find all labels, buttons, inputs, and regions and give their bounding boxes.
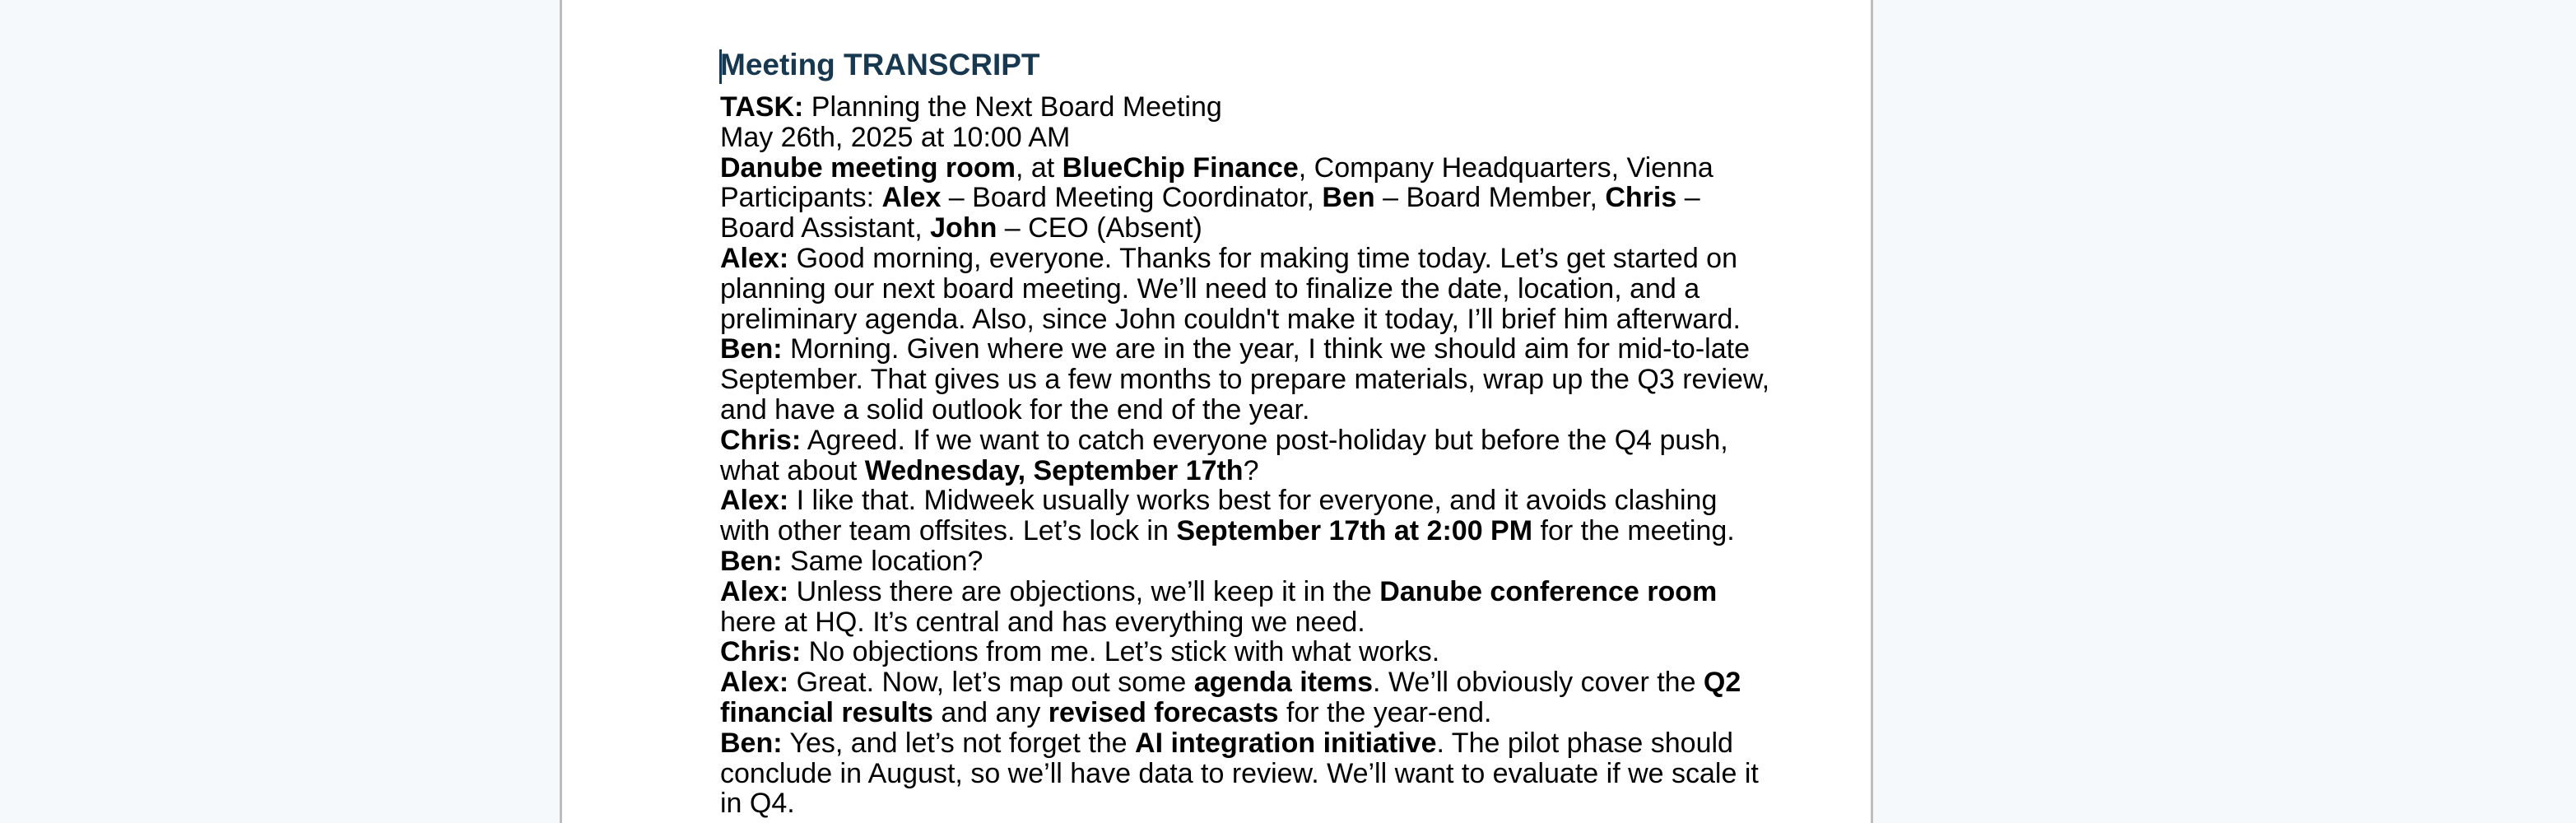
bold-text: Q2 xyxy=(1703,667,1741,699)
text: what about xyxy=(720,454,865,486)
bold-text: Alex: xyxy=(720,242,789,274)
transcript-line xyxy=(720,788,1769,819)
transcript-line xyxy=(720,213,1769,244)
transcript-line xyxy=(720,123,1769,153)
bold-text: financial results xyxy=(720,696,933,728)
text: I like that. Midweek usually works best for everyone, and it avoids clashing xyxy=(788,485,1718,517)
text: Great. Now, let’s map out some xyxy=(788,667,1194,699)
text: Same location? xyxy=(782,545,983,577)
text: . The pilot phase should xyxy=(1436,727,1733,759)
text: , Company Headquarters, Vienna xyxy=(1298,151,1713,184)
bold-text: Danube conference room xyxy=(1379,575,1718,607)
bold-text: BlueChip Finance xyxy=(1062,151,1299,184)
text: and have a solid outlook for the end of the year. xyxy=(720,393,1310,425)
text: here at HQ. It’s central and has everything we need. xyxy=(720,606,1365,638)
transcript-line xyxy=(720,698,1769,728)
bold-text: Chris xyxy=(1605,182,1677,214)
bold-text: Ben: xyxy=(720,545,783,577)
transcript-line xyxy=(720,637,1769,667)
text: Yes, and let’s not forget the xyxy=(782,727,1136,759)
text: with other team offsites. Let’s lock in xyxy=(720,515,1177,547)
transcript-line xyxy=(720,183,1769,213)
bold-text: AI integration initiative xyxy=(1135,727,1437,759)
text: Board Assistant, xyxy=(720,212,931,244)
transcript-line xyxy=(720,92,1769,123)
bold-text: agenda items xyxy=(1193,667,1374,699)
transcript-line xyxy=(720,365,1769,395)
text: Good morning, everyone. Thanks for making time today. Let’s get started on xyxy=(788,242,1737,274)
transcript-line xyxy=(720,334,1769,365)
text: Unless there are objections, we’ll keep it in the xyxy=(788,575,1380,607)
text: preliminary agenda. Also, since John couldn't make it today, I’ll brief him afterward. xyxy=(720,303,1741,335)
transcript-line xyxy=(720,546,1769,577)
text: Planning the Next Board Meeting xyxy=(803,91,1222,123)
text: – Board Member, xyxy=(1374,182,1606,214)
text: – xyxy=(1676,182,1700,214)
text: . We’ll obviously cover the xyxy=(1373,667,1704,699)
text: planning our next board meeting. We’ll need to finalize the date, location, and a xyxy=(720,272,1700,305)
transcript-line xyxy=(720,425,1769,456)
bold-text: Danube meeting room xyxy=(720,151,1016,184)
text: conclude in August, so we’ll have data to review. We’ll want to evaluate if we scale it xyxy=(720,757,1759,789)
bold-text: John xyxy=(930,212,997,244)
bold-text: Ben: xyxy=(720,727,783,759)
text: May 26th, 2025 at 10:00 AM xyxy=(720,121,1071,153)
text: , at xyxy=(1015,151,1062,184)
transcript-line xyxy=(720,274,1769,305)
transcript-line xyxy=(720,577,1769,607)
transcript-body[interactable] xyxy=(720,92,1769,819)
text: for the year-end. xyxy=(1278,696,1492,728)
text: – CEO (Absent) xyxy=(997,212,1202,244)
bold-text: Chris: xyxy=(720,636,802,668)
bold-text: revised forecasts xyxy=(1048,696,1279,728)
transcript-line xyxy=(720,244,1769,274)
text: Agreed. If we want to catch everyone post-holiday but before the Q4 push, xyxy=(801,424,1728,456)
text: and any xyxy=(932,696,1049,728)
bold-text: Alex: xyxy=(720,485,789,517)
transcript-line xyxy=(720,667,1769,698)
bold-text: Alex xyxy=(881,182,942,214)
bold-text: September 17th at 2:00 PM xyxy=(1176,515,1533,547)
text: ? xyxy=(1243,454,1259,486)
document-title: Meeting TRANSCRIPT xyxy=(720,48,1040,81)
text: Participants: xyxy=(720,182,882,214)
transcript-line xyxy=(720,305,1769,335)
bold-text: Alex: xyxy=(720,575,789,607)
bold-text: Ben xyxy=(1322,182,1375,214)
bold-text: Ben: xyxy=(720,333,783,365)
transcript-line xyxy=(720,607,1769,638)
transcript-line xyxy=(720,395,1769,425)
transcript-line xyxy=(720,456,1769,486)
transcript-line xyxy=(720,153,1769,184)
text: – Board Meeting Coordinator, xyxy=(941,182,1323,214)
transcript-line xyxy=(720,728,1769,759)
transcript-line xyxy=(720,486,1769,516)
text: No objections from me. Let’s stick with what works. xyxy=(801,636,1440,668)
text: for the meeting. xyxy=(1532,515,1735,547)
bold-text: Alex: xyxy=(720,667,789,699)
bold-text: Wednesday, September 17th xyxy=(864,454,1244,486)
text: Morning. Given where we are in the year, I think we should aim for mid-to-late xyxy=(782,333,1750,365)
text: in Q4. xyxy=(720,788,795,820)
transcript-line xyxy=(720,516,1769,546)
transcript-line xyxy=(720,759,1769,789)
bold-text: Chris: xyxy=(720,424,802,456)
text: September. That gives us a few months to prepare materials, wrap up the Q3 review, xyxy=(720,364,1770,396)
bold-text: TASK: xyxy=(720,91,804,123)
